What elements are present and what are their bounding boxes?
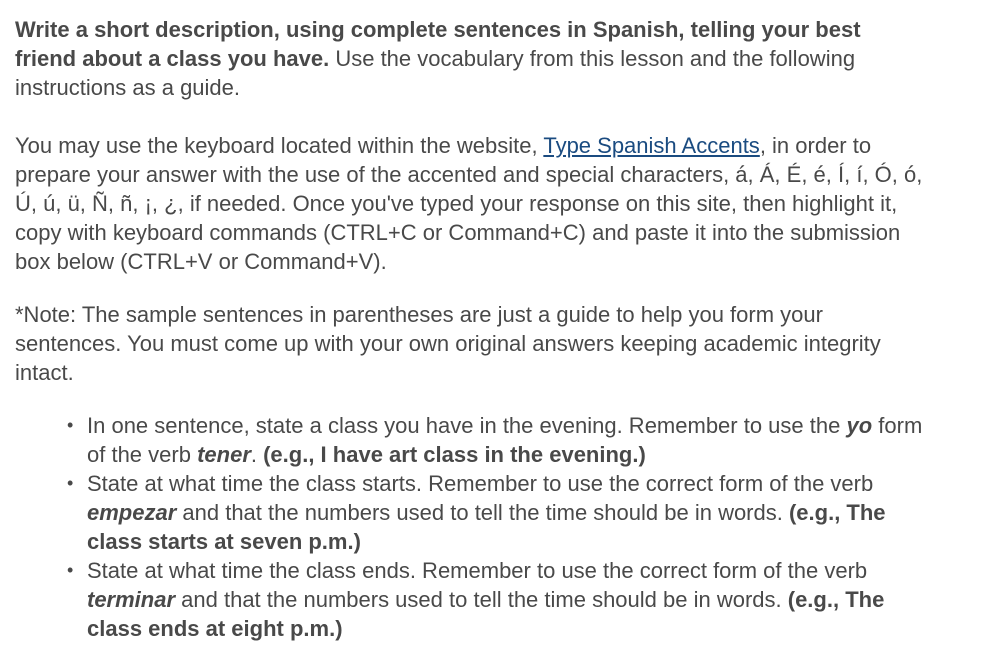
- keyboard-text-before: You may use the keyboard located within the website,: [15, 133, 544, 158]
- bullet-icon: •: [67, 473, 74, 493]
- task-text: and that the numbers used to tell the time should be in words.: [176, 500, 789, 525]
- bullet-icon: •: [67, 560, 74, 580]
- list-item: [67, 556, 927, 643]
- bullet-icon: •: [67, 415, 74, 435]
- list-item: [67, 469, 927, 556]
- task-example: (e.g., I have art class in the evening.): [263, 442, 646, 467]
- keyboard-text-after: , in order to prepare your answer with the use of the accented and special characters, á, Á, É, é, Í, í, Ó, ó, Ú, ú, ü, Ñ, ñ, ¡, ¿, if needed. Once you've typed your response on this site, then highlight it, copy with keyboard commands (CTRL+C or Command+C) and paste it into the submission box below (CTRL+V or Command+V).: [15, 133, 923, 274]
- task-text: State at what time the class ends. Remember to use the correct form of the verb: [87, 558, 868, 583]
- task-emphasis: tener: [197, 442, 251, 467]
- task-emphasis: yo: [846, 413, 873, 438]
- task-text: In one sentence, state a class you have in the evening. Remember to use the: [87, 413, 847, 438]
- task-example: (e.g., The class ends at eight p.m.): [87, 587, 885, 641]
- task-text: and that the numbers used to tell the time should be in words.: [175, 587, 788, 612]
- type-spanish-accents-link[interactable]: Type Spanish Accents: [543, 133, 760, 158]
- task-text: State at what time the class starts. Remember to use the correct form of the verb: [87, 471, 874, 496]
- task-text: .: [250, 442, 264, 467]
- assignment-content: [15, 15, 975, 643]
- task-example: (e.g., The class starts at seven p.m.): [87, 500, 886, 554]
- intro-text: Use the vocabulary from this lesson and the following instructions as a guide.: [15, 46, 856, 100]
- task-text: form of the verb: [87, 413, 923, 467]
- task-list: [15, 411, 927, 643]
- keyboard-paragraph: [15, 131, 925, 276]
- note-paragraph: *Note: The sample sentences in parentheses are just a guide to help you form your sentences. You must come up with your own original answers keeping academic integrity intact.: [15, 302, 881, 385]
- intro-paragraph: [15, 15, 915, 102]
- task-emphasis: empezar: [87, 500, 177, 525]
- intro-bold-text: Write a short description, using complete sentences in Spanish, telling your best friend about a class you have.: [15, 17, 861, 71]
- list-item: [67, 411, 927, 469]
- task-emphasis: terminar: [87, 587, 176, 612]
